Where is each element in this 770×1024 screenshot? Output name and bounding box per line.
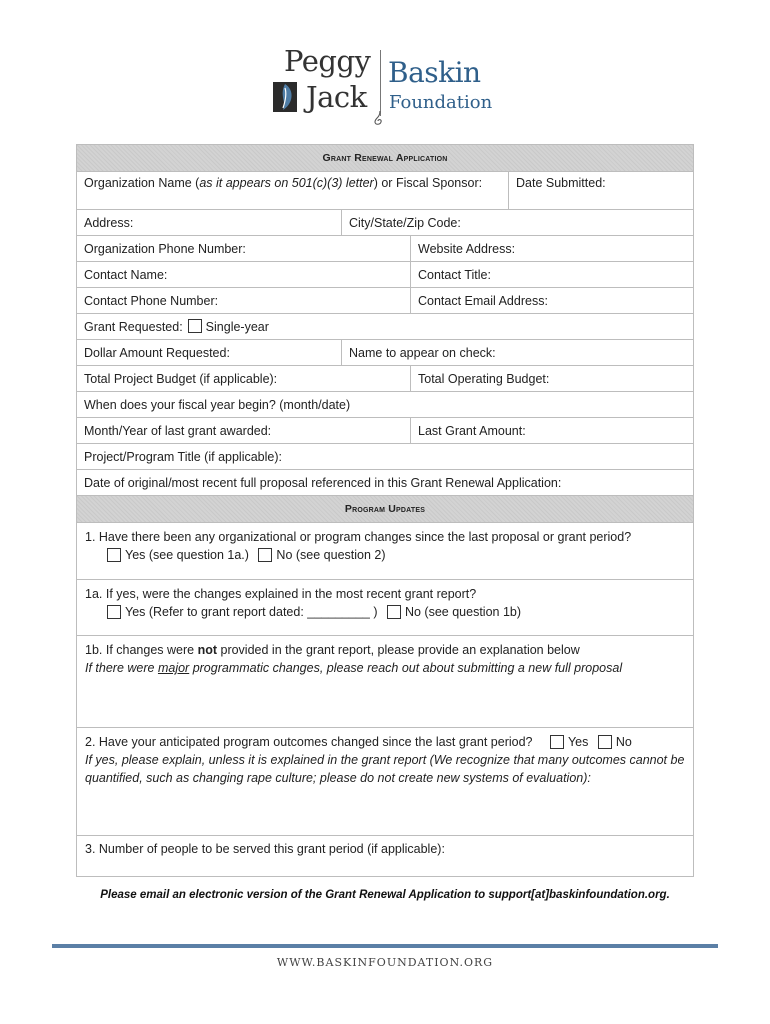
question-1b-text-suffix: provided in the grant report, please provide an explanation below — [217, 643, 580, 657]
contact-phone-label: Contact Phone Number: — [84, 293, 219, 308]
dollar-amount-field[interactable] — [77, 340, 341, 365]
grant-requested-label: Grant Requested: — [84, 319, 183, 334]
leaf-icon — [273, 82, 297, 112]
single-year-checkbox[interactable] — [188, 319, 202, 333]
address-row — [77, 210, 693, 236]
question-3-block[interactable] — [77, 836, 693, 876]
foundation-logo — [268, 44, 508, 128]
question-1b-note: If there were — [85, 661, 158, 675]
contact-name-field[interactable] — [77, 262, 410, 287]
org-name-label: Organization Name ( — [84, 176, 200, 190]
contact-row — [77, 262, 693, 288]
contact-phone-field[interactable] — [77, 288, 410, 313]
question-1a-text: 1a. If yes, were the changes explained in the most recent grant report? — [85, 587, 477, 601]
q2-yes-label: Yes — [567, 735, 589, 749]
section-header-application: Grant Renewal Application — [77, 145, 693, 172]
name-on-check-label: Name to appear on check: — [349, 345, 496, 360]
q1a-yes-checkbox[interactable] — [107, 605, 121, 619]
question-2-text: 2. Have your anticipated program outcomes changed since the last grant period? — [85, 735, 533, 749]
q1a-yes-label: Yes (Refer to grant report dated: _________ ) — [125, 605, 378, 619]
question-1b-bold: not — [197, 643, 218, 657]
logo-divider — [380, 50, 381, 116]
address-field[interactable] — [77, 210, 341, 235]
q1-yes-checkbox[interactable] — [107, 548, 121, 562]
operating-budget-field[interactable] — [410, 366, 693, 391]
project-budget-field[interactable] — [77, 366, 410, 391]
q2-no-checkbox[interactable] — [598, 735, 612, 749]
single-year-label: Single-year — [205, 319, 269, 334]
project-title-label: Project/Program Title (if applicable): — [84, 449, 282, 464]
org-name-label-suffix: ) or Fiscal Sponsor: — [373, 176, 483, 190]
last-grant-amount-field[interactable] — [410, 418, 693, 443]
date-submitted-label: Date Submitted: — [516, 176, 606, 190]
fiscal-year-field[interactable] — [77, 392, 693, 417]
question-1-text: 1. Have there been any organizational or program changes since the last proposal or grant period? — [85, 530, 632, 544]
logo-jack-text: Jack — [306, 80, 367, 114]
grant-requested-field — [77, 314, 693, 339]
project-title-row — [77, 444, 693, 470]
address-label: Address: — [84, 215, 134, 230]
org-name-label-italic: as it appears on 501(c)(3) letter — [199, 176, 374, 190]
date-submitted-field[interactable] — [508, 172, 693, 209]
logo-foundation-text: Foundation — [389, 92, 493, 113]
org-phone-label: Organization Phone Number: — [84, 241, 246, 256]
original-proposal-label: Date of original/most recent full proposal referenced in this Grant Renewal Application: — [84, 475, 562, 490]
org-name-row — [77, 172, 693, 210]
question-1b-note-suffix: programmatic changes, please reach out about submitting a new full proposal — [189, 661, 623, 675]
question-2-note: If yes, please explain, unless it is explained in the grant report (We recognize that many outcomes cannot be quantified, such as changing rape culture; please do not create new systems of evaluation): — [85, 753, 685, 785]
original-proposal-field[interactable] — [77, 470, 693, 495]
q1-no-label: No (see question 2) — [276, 548, 386, 562]
contact-phone-email-row — [77, 288, 693, 314]
budget-row — [77, 366, 693, 392]
last-grant-amount-label: Last Grant Amount: — [418, 423, 526, 438]
logo-peggy-text: Peggy — [284, 44, 371, 78]
submission-note: Please email an electronic version of the Grant Renewal Application to support[at]baskinfoundation.org. — [100, 889, 670, 901]
org-name-field[interactable] — [77, 172, 508, 209]
original-proposal-row — [77, 470, 693, 496]
question-1a-block — [77, 580, 693, 636]
name-on-check-field[interactable] — [341, 340, 693, 365]
last-grant-row — [77, 418, 693, 444]
section-header-program-updates: Program Updates — [77, 496, 693, 523]
q1a-no-label: No (see question 1b) — [404, 605, 522, 619]
city-state-zip-field[interactable] — [341, 210, 693, 235]
dollar-amount-row — [77, 340, 693, 366]
question-1-block — [77, 523, 693, 580]
q2-yes-checkbox[interactable] — [550, 735, 564, 749]
project-budget-label: Total Project Budget (if applicable): — [84, 371, 278, 386]
org-phone-field[interactable] — [77, 236, 410, 261]
q1-no-checkbox[interactable] — [258, 548, 272, 562]
phone-website-row — [77, 236, 693, 262]
website-label: Website Address: — [418, 241, 516, 256]
fiscal-year-label: When does your fiscal year begin? (month/date) — [84, 397, 351, 412]
last-grant-date-label: Month/Year of last grant awarded: — [84, 423, 272, 438]
fiscal-year-row — [77, 392, 693, 418]
swirl-icon — [372, 110, 388, 126]
operating-budget-label: Total Operating Budget: — [418, 371, 550, 386]
last-grant-date-field[interactable] — [77, 418, 410, 443]
contact-title-field[interactable] — [410, 262, 693, 287]
question-1b-note-underline: major — [157, 661, 190, 675]
grant-renewal-form — [76, 144, 694, 877]
logo-left-block — [268, 44, 386, 124]
logo-baskin-text: Baskin — [388, 56, 481, 89]
contact-name-label: Contact Name: — [84, 267, 168, 282]
website-field[interactable] — [410, 236, 693, 261]
q1-yes-label: Yes (see question 1a.) — [125, 548, 249, 562]
question-2-block[interactable] — [77, 728, 693, 836]
contact-email-field[interactable] — [410, 288, 693, 313]
footer-divider — [52, 944, 718, 948]
contact-title-label: Contact Title: — [418, 267, 491, 282]
question-1b-text: 1b. If changes were — [85, 643, 198, 657]
grant-requested-row — [77, 314, 693, 340]
project-title-field[interactable] — [77, 444, 693, 469]
question-3-text: 3. Number of people to be served this grant period (if applicable): — [85, 842, 445, 856]
footer-website[interactable]: WWW.BASKINFOUNDATION.ORG — [276, 956, 494, 969]
q1a-no-checkbox[interactable] — [387, 605, 401, 619]
city-state-zip-label: City/State/Zip Code: — [349, 215, 461, 230]
question-1b-block[interactable] — [77, 636, 693, 728]
q2-no-label: No — [615, 735, 632, 749]
dollar-amount-label: Dollar Amount Requested: — [84, 345, 230, 360]
contact-email-label: Contact Email Address: — [418, 293, 548, 308]
